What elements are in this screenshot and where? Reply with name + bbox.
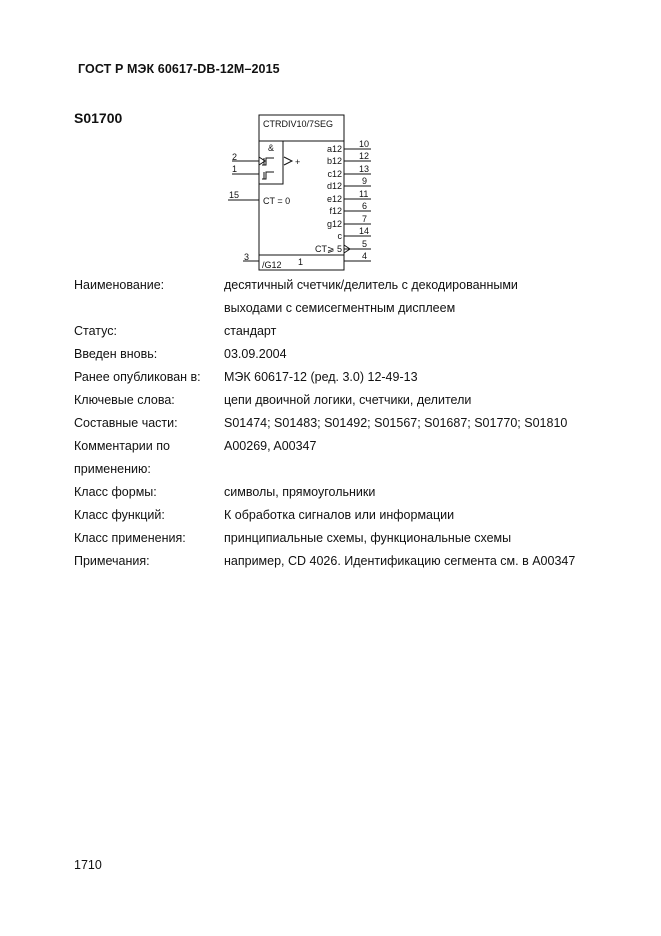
gate-plus-sign: + — [295, 157, 301, 167]
document-header: ГОСТ Р МЭК 60617-DB-12M–2015 — [78, 62, 280, 76]
gate-output-arrow — [284, 157, 292, 165]
property-value: десятичный счетчик/делитель с декодированными — [224, 278, 518, 292]
output-label-c12: c12 — [327, 169, 342, 179]
property-value: МЭК 60617-12 (ред. 3.0) 12-49-13 — [224, 370, 418, 384]
property-label: Класс формы: — [74, 485, 157, 499]
output-pin-14: 14 — [359, 226, 370, 236]
output-pin-4: 4 — [362, 251, 368, 261]
input-pin-15: 15 — [229, 190, 240, 200]
output-pin-13: 13 — [359, 164, 370, 174]
property-label: применению: — [74, 462, 151, 476]
property-row-keywords — [74, 389, 634, 412]
ctrdiv10-symbol-diagram — [0, 0, 661, 300]
output-pin-9: 9 — [362, 176, 368, 186]
output-label-ct5: CT⩾ 5 — [314, 244, 342, 254]
property-label: Класс функций: — [74, 508, 165, 522]
g12-label: /G12 — [262, 260, 282, 270]
output-pin-7: 7 — [362, 214, 368, 224]
output-label-a12: a12 — [326, 144, 342, 154]
page-number: 1710 — [74, 858, 102, 872]
property-value: символы, прямоугольники — [224, 485, 376, 499]
output-pin-5: 5 — [362, 239, 368, 249]
property-row-published — [74, 366, 634, 389]
property-label: Статус: — [74, 324, 117, 338]
g12-index: 1 — [298, 257, 304, 267]
property-label: Примечания: — [74, 554, 150, 568]
output-pin-6: 6 — [362, 201, 368, 211]
property-value: A00269, A00347 — [224, 439, 317, 453]
output-pin-11: 11 — [359, 189, 369, 199]
output-label-e12: e12 — [326, 194, 342, 204]
ct0-label: CT = 0 — [263, 196, 291, 206]
property-label: Класс применения: — [74, 531, 186, 545]
property-label: Наименование: — [74, 278, 165, 292]
property-row-introduced — [74, 343, 634, 366]
property-label: Ранее опубликован в: — [74, 370, 201, 384]
property-value: стандарт — [224, 324, 277, 338]
property-row-name — [74, 274, 634, 297]
property-label: Комментарии по — [74, 439, 170, 453]
property-row-shape-class — [74, 481, 634, 504]
output-label-g12: g12 — [326, 219, 342, 229]
properties-table — [74, 274, 634, 573]
property-label: Введен вновь: — [74, 347, 158, 361]
output-pin-10: 10 — [359, 139, 370, 149]
property-value: принципиальные схемы, функциональные схемы — [224, 531, 512, 545]
property-value: выходами с семисегментным дисплеем — [224, 301, 456, 315]
input-pin-2: 2 — [232, 152, 238, 162]
diagram-title: CTRDIV10/7SEG — [263, 119, 334, 129]
output-label-f12: f12 — [329, 206, 342, 216]
property-row-comments — [74, 435, 634, 458]
input-pin-3: 3 — [244, 252, 250, 262]
output-label-b12: b12 — [326, 156, 342, 166]
property-value: например, CD 4026. Идентификацию сегмента см. в A00347 — [224, 554, 576, 568]
and-gate-label: & — [268, 143, 275, 153]
property-value: К обработка сигналов или информации — [224, 508, 455, 522]
property-value: 03.09.2004 — [224, 347, 287, 361]
output-label-d12: d12 — [326, 181, 342, 191]
property-label: Составные части: — [74, 416, 178, 430]
property-label: Ключевые слова: — [74, 393, 175, 407]
property-row-function-class — [74, 504, 634, 527]
output-pin-12: 12 — [359, 151, 370, 161]
property-row-name-cont — [74, 297, 634, 320]
property-row-status — [74, 320, 634, 343]
property-row-comments-cont — [74, 458, 634, 481]
input-pin-1: 1 — [232, 164, 238, 174]
property-value: цепи двоичной логики, счетчики, делители — [224, 393, 472, 407]
property-row-application-class — [74, 527, 634, 550]
property-value: S01474; S01483; S01492; S01567; S01687; S01770; S01810 — [224, 416, 568, 430]
output-label-c: c — [337, 231, 342, 241]
symbol-code: S01700 — [74, 110, 123, 126]
property-row-parts — [74, 412, 634, 435]
property-row-notes — [74, 550, 634, 573]
